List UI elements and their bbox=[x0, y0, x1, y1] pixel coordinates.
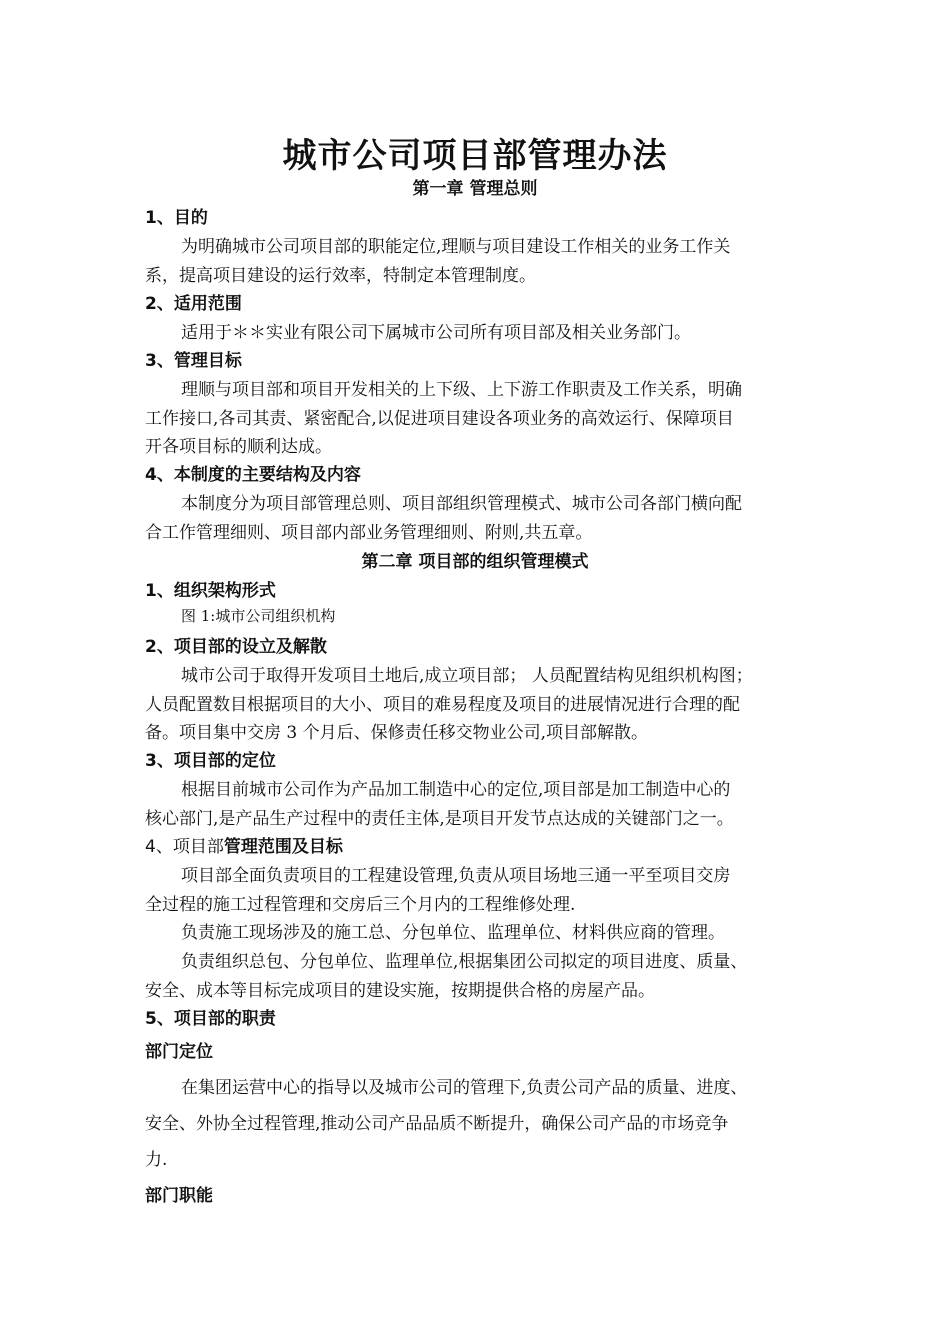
paragraph-line: 负责施工现场涉及的施工总、分包单位、监理单位、材料供应商的管理。 bbox=[181, 923, 725, 943]
paragraph-line: 核心部门,是产品生产过程中的责任主体,是项目开发节点达成的关键部门之一。 bbox=[145, 809, 734, 829]
department-positioning-heading: 部门定位 bbox=[145, 1042, 213, 1062]
section-purpose-heading: 1、目的 bbox=[145, 208, 208, 228]
figure-caption: 图 1:城市公司组织机构 bbox=[181, 607, 336, 625]
paragraph-line: 在集团运营中心的指导以及城市公司的管理下,负责公司产品的质量、进度、 bbox=[181, 1078, 748, 1098]
section-management-scope-heading bbox=[145, 832, 343, 857]
paragraph-line: 负责组织总包、分包单位、监理单位,根据集团公司拟定的项目进度、质量、 bbox=[181, 952, 748, 972]
paragraph-line: 安全、成本等目标完成项目的建设实施，按期提供合格的房屋产品。 bbox=[145, 981, 655, 1001]
section-goals-heading: 3、管理目标 bbox=[145, 351, 242, 371]
paragraph-line: 力. bbox=[145, 1150, 168, 1170]
paragraph-line: 适用于＊＊实业有限公司下属城市公司所有项目部及相关业务部门。 bbox=[181, 323, 691, 343]
paragraph-line: 本制度分为项目部管理总则、项目部组织管理模式、城市公司各部门横向配 bbox=[181, 494, 742, 514]
chapter-2-title: 第二章 项目部的组织管理模式 bbox=[361, 552, 589, 572]
section-positioning-heading: 3、项目部的定位 bbox=[145, 751, 276, 771]
section-structure-heading: 4、本制度的主要结构及内容 bbox=[145, 465, 361, 485]
paragraph-line: 工作接口,各司其责、紧密配合,以促进项目建设各项业务的高效运行、保障项目 bbox=[145, 409, 734, 429]
section-scope-heading: 2、适用范围 bbox=[145, 294, 242, 314]
paragraph-line: 理顺与项目部和项目开发相关的上下级、上下游工作职责及工作关系，明确 bbox=[181, 380, 742, 400]
paragraph-line: 备。项目集中交房 3 个月后、保修责任移交物业公司,项目部解散。 bbox=[145, 723, 649, 743]
heading-prefix: 4、项目部 bbox=[145, 837, 224, 857]
paragraph-line: 城市公司于取得开发项目土地后,成立项目部； 人员配置结构见组织机构图； bbox=[181, 666, 753, 686]
paragraph-line: 项目部全面负责项目的工程建设管理,负责从项目场地三通一平至项目交房 bbox=[181, 866, 731, 886]
paragraph-line: 人员配置数目根据项目的大小、项目的难易程度及项目的进展情况进行合理的配 bbox=[145, 695, 740, 715]
paragraph-line: 系，提高项目建设的运行效率，特制定本管理制度。 bbox=[145, 266, 536, 286]
paragraph-line: 为明确城市公司项目部的职能定位,理顺与项目建设工作相关的业务工作关 bbox=[181, 237, 731, 257]
section-responsibilities-heading: 5、项目部的职责 bbox=[145, 1009, 276, 1029]
section-setup-dissolution-heading: 2、项目部的设立及解散 bbox=[145, 637, 327, 657]
paragraph-line: 根据目前城市公司作为产品加工制造中心的定位,项目部是加工制造中心的 bbox=[181, 780, 731, 800]
section-org-structure-heading: 1、组织架构形式 bbox=[145, 581, 276, 601]
paragraph-line: 全过程的施工过程管理和交房后三个月内的工程维修处理. bbox=[145, 895, 576, 915]
document-title: 城市公司项目部管理办法 bbox=[282, 136, 668, 176]
chapter-1-title: 第一章 管理总则 bbox=[412, 179, 538, 199]
paragraph-line: 合工作管理细则、项目部内部业务管理细则、附则,共五章。 bbox=[145, 523, 593, 543]
department-functions-heading: 部门职能 bbox=[145, 1186, 213, 1206]
paragraph-line: 安全、外协全过程管理,推动公司产品品质不断提升，确保公司产品的市场竞争 bbox=[145, 1114, 729, 1134]
paragraph-line: 开各项目标的顺利达成。 bbox=[145, 437, 332, 457]
heading-suffix: 管理范围及目标 bbox=[223, 837, 343, 857]
